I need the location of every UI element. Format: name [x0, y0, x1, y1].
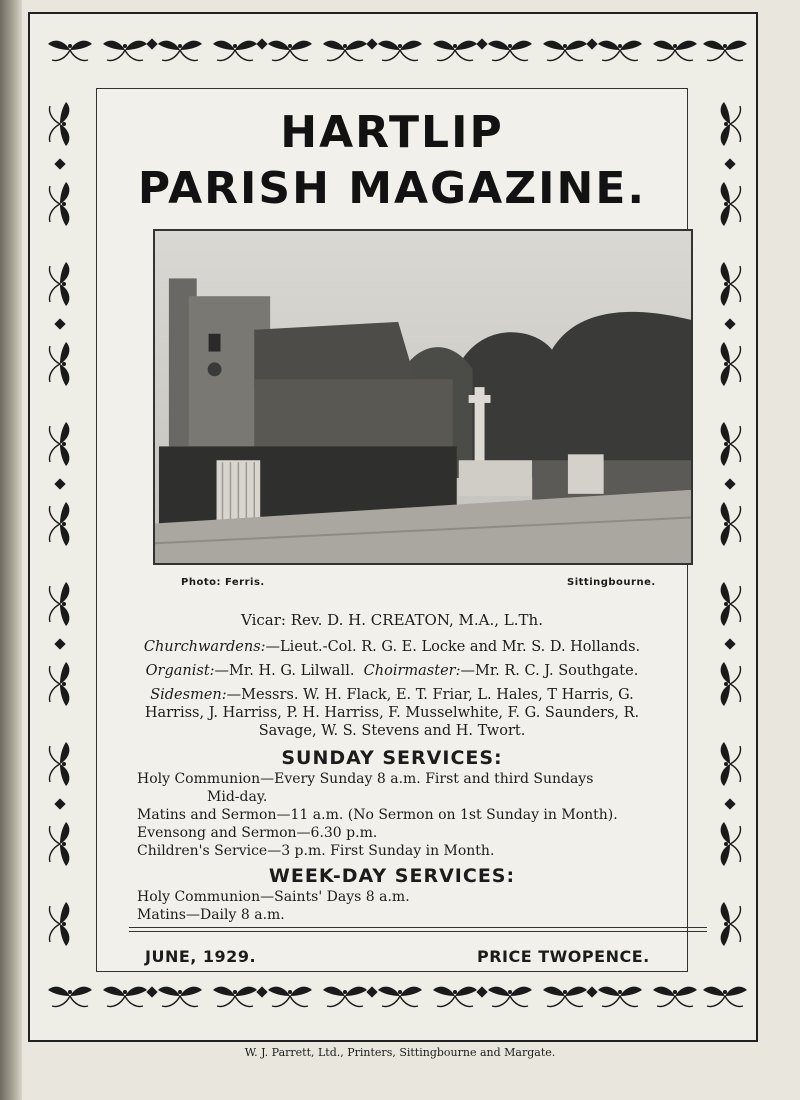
sidesmen-line-3: Savage, W. S. Stevens and H. Twort.: [258, 723, 526, 739]
sidesmen-line-2: Harriss, J. Harriss, P. H. Harriss, F. Musselwhite, F. G. Saunders, R.: [144, 705, 640, 721]
service-item: Holy Communion—Every Sunday 8 a.m. First and third Sundays: [137, 771, 594, 787]
service-item: Evensong and Sermon—6.30 p.m.: [137, 825, 378, 841]
vicar-line: [97, 611, 687, 629]
service-item: Matins and Sermon—11 a.m. (No Sermon on 1st Sunday in Month).: [137, 807, 618, 823]
sidesmen-line-1: [97, 687, 687, 703]
church-photograph: [153, 229, 693, 565]
churchwardens-names: —Lieut.-Col. R. G. E. Locke and Mr. S. D. Hollands.: [265, 639, 641, 655]
sidesmen-label: Sidesmen:: [150, 687, 227, 703]
service-item: Holy Communion—Saints' Days 8 a.m.: [137, 889, 410, 905]
organist-line: [97, 663, 687, 679]
service-item: Children's Service—3 p.m. First Sunday in Month.: [137, 843, 495, 859]
choirmaster-name: —Mr. R. C. J. Southgate.: [460, 663, 639, 679]
photo-credit: Photo: Ferris.: [181, 577, 265, 588]
rule-divider: [129, 931, 707, 932]
organist-name: —Mr. H. G. Lilwall.: [214, 663, 355, 679]
sunday-services-heading: SUNDAY SERVICES:: [281, 747, 503, 769]
book-spine-shadow: [0, 0, 22, 1100]
page-frame: [28, 12, 758, 1042]
vicar-name: Rev. D. H. CREATON, M.A., L.Th.: [290, 611, 543, 629]
vicar-label: Vicar:: [241, 611, 286, 629]
service-item: Mid-day.: [207, 789, 268, 805]
masthead-line-2: PARISH MAGAZINE.: [137, 163, 647, 214]
photo-location: Sittingbourne.: [567, 577, 656, 588]
issue-date: JUNE, 1929.: [145, 947, 257, 966]
choirmaster-label: Choirmaster:: [363, 663, 461, 679]
churchwardens-label: Churchwardens:: [143, 639, 266, 655]
content-panel: [96, 88, 688, 972]
printer-imprint: W. J. Parrett, Ltd., Printers, Sittingbourne and Margate.: [244, 1046, 556, 1059]
organist-label: Organist:: [145, 663, 215, 679]
weekday-services-heading: WEEK-DAY SERVICES:: [268, 865, 516, 887]
masthead-line-1: HARTLIP: [280, 107, 504, 158]
issue-price: PRICE TWOPENCE.: [477, 947, 650, 966]
rule-divider: [129, 927, 707, 928]
churchwardens-line: [97, 639, 687, 655]
sidesmen-names-1: —Messrs. W. H. Flack, E. T. Friar, L. Hales, T Harris, G.: [226, 687, 634, 703]
service-item: Matins—Daily 8 a.m.: [137, 907, 285, 923]
